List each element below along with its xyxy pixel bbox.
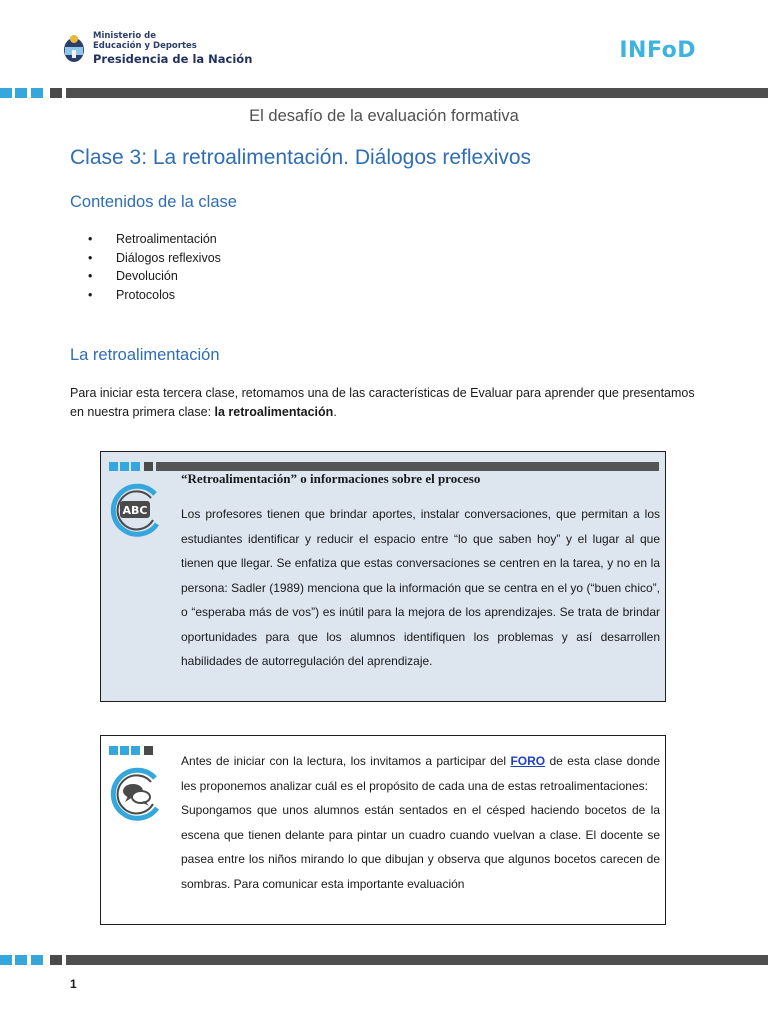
ministry-logo [62,30,262,72]
contents-list [88,230,221,304]
national-seal-icon [62,33,86,65]
ministry-line-3: Presidencia de la Nación [93,52,253,66]
box-body: Los profesores tienen que brindar aportes, instalar conversaciones, que permitan a los estudiantes identificar y reducir el espacio entre “lo que saben hoy” y el lugar al que tienen que llegar. Se enfatiza que estas conversaciones se centren en la tarea, y no en la persona: Sadler (1989) menciona que la información que se centra en el yo (“buen chico”, o “esperaba más de vos”) es inútil para la mejora de los aprendizajes. Se trata de brindar oportunidades para que los alumnos identifiquen los problemas y así desarrollen habilidades de autorregulación del aprendizaje. [181,507,660,668]
header-divider [0,88,768,98]
intro-emphasis: la retroalimentación [214,404,334,419]
forum-invitation-box [100,735,666,925]
course-subtitle: El desafío de la evaluación formativa [249,107,519,125]
footer-divider [0,955,768,965]
feedback-info-box [100,451,666,702]
page-title: Clase 3: La retroalimentación. Diálogos reflexivos [70,146,532,169]
list-item: • Protocolos [88,286,221,305]
ministry-line-2: Educación y Deportes [93,41,197,51]
chat-bubbles-icon [107,764,167,824]
abc-icon [107,480,167,540]
ministry-line-1: Ministerio de [93,31,156,41]
contents-heading: Contenidos de la clase [70,193,237,211]
box-divider [109,462,659,471]
infod-logo: INFoD [619,38,696,63]
box-title: “Retroalimentación” o informaciones sobre el proceso [181,471,481,486]
intro-paragraph: Para iniciar esta tercera clase, retomamos una de las características de Evaluar para aprender que presentamos en nuestra primera clase: la retroalimentación. [70,386,695,419]
scenario-paragraph: Supongamos que unos alumnos están sentados en el césped haciendo bocetos de la escena que tienen delante para pintar un cuadro cuando vuelvan a clase. El docente se pasea entre los niños mirando lo que dibujan y observa que algunos bocetos carecen de sombras. Para comunicar esta importante evaluación [181,803,660,891]
forum-link[interactable]: FORO [510,754,546,768]
list-item: • Diálogos reflexivos [88,249,221,268]
list-item: • Devolución [88,267,221,286]
page-number: 1 [70,977,77,991]
box-body: Antes de iniciar con la lectura, los invitamos a participar del FORO de esta clase donde les proponemos analizar cuál es el propósito de cada una de estas retroalimentaciones: Supongamos que unos alumnos están sentados en el césped haciendo bocetos de la escena que tienen delante para pintar un cuadro cuando vuelvan a clase. El docente se pasea entre los niños mirando lo que dibujan y observa que algunos bocetos carecen de sombras. Para comunicar esta importante evaluación [181,754,661,891]
svg-text:ABC: ABC [122,504,148,517]
list-item: • Retroalimentación [88,230,221,249]
section-heading: La retroalimentación [70,346,220,364]
